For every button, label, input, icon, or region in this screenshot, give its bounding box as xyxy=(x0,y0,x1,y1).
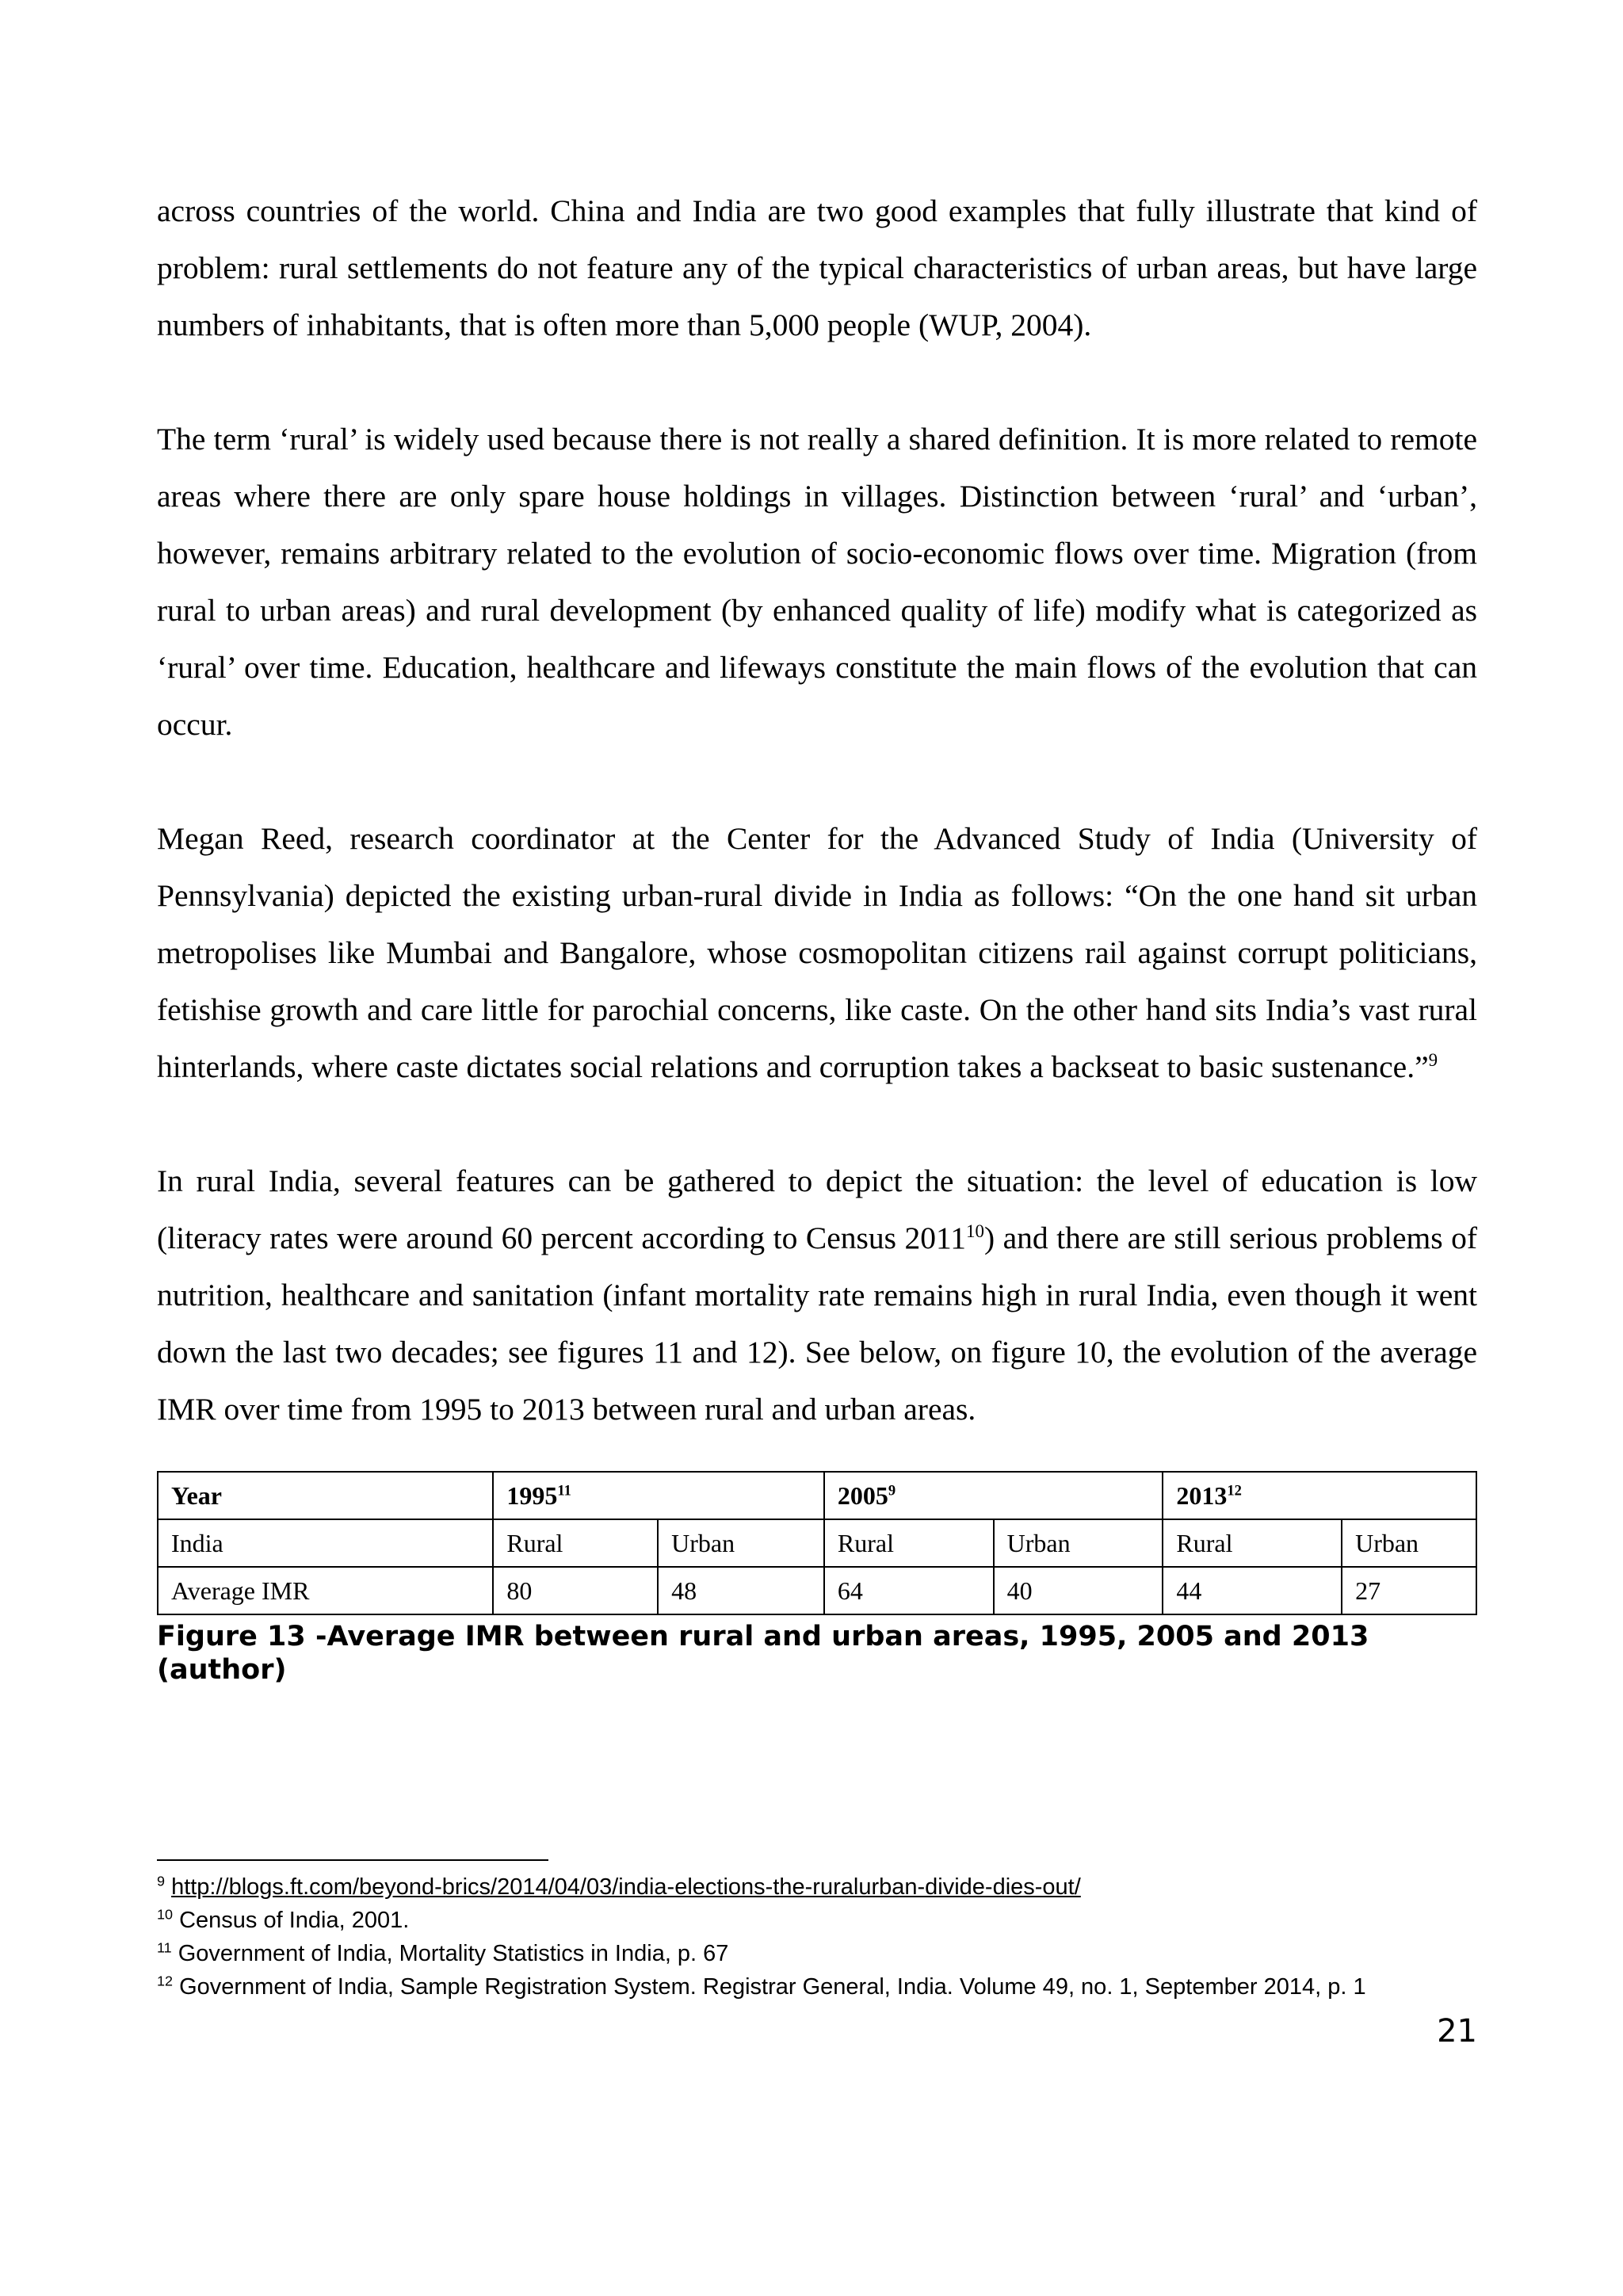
footnote-10 xyxy=(157,1904,1504,1937)
table-cell: 27 xyxy=(1342,1567,1476,1614)
footnote-number: 10 xyxy=(157,1906,173,1923)
paragraph-4-text-after: ) and there are still serious problems of nutrition, healthcare and sanitation (infant mortality rate remains high in rural India, even though it went down the last two decades; see figures 11 and 12). See below, on figure 10, the evolution of the average IMR over time from 1995 to 2013 between rural and urban areas. xyxy=(157,1221,1477,1427)
table-cell: 48 xyxy=(658,1567,824,1614)
table-header-cell: 2005$^9$ xyxy=(824,1472,1163,1519)
paragraph-3-text: Megan Reed, research coordinator at the Center for the Advanced Study of India (University of Pennsylvania) depicted the existing urban-rural divide in India as follows: “On the one hand sit urban metropolises like Mumbai and Bangalore, whose cosmopolitan citizens rail against corrupt politicians, fetishise growth and care little for parochial concerns, like caste. On the other hand sits India’s vast rural hinterlands, where caste dictates social relations and corruption takes a backseat to basic sustenance.” xyxy=(157,821,1477,1084)
table-cell: Rural xyxy=(1163,1519,1342,1567)
table-cell: Rural xyxy=(493,1519,658,1567)
footnote-9 xyxy=(157,1870,1504,1904)
table-header-cell: Year xyxy=(158,1472,493,1519)
table-cell: Urban xyxy=(658,1519,824,1567)
table-cell: Rural xyxy=(824,1519,994,1567)
paragraph-3 xyxy=(157,810,1477,1095)
footnote-text: Government of India, Sample Registration System. Registrar General, India. Volume 49, no. 1, September 2014, p. 1 xyxy=(179,1974,1366,2000)
table-row xyxy=(158,1519,1476,1567)
footnote-ref-12[interactable]: 12 xyxy=(1227,1481,1242,1499)
table-header-row xyxy=(158,1472,1476,1519)
paragraph-1: across countries of the world. China and India are two good examples that fully illustrate that kind of problem: rural settlements do not feature any of the typical characteristics of urban areas, but have large numbers of inhabitants, that is often more than 5,000 people (WUP, 2004). xyxy=(157,193,1477,342)
table-cell: Average IMR xyxy=(158,1567,493,1614)
table-cell: Urban xyxy=(994,1519,1163,1567)
table-header-cell: 2013$^{12}$ xyxy=(1163,1472,1476,1519)
table-cell: Urban xyxy=(1342,1519,1476,1567)
page-body xyxy=(157,182,1477,1687)
footnote-number: 11 xyxy=(157,1939,172,1956)
footnote-ref-9[interactable]: 9 xyxy=(888,1481,896,1499)
figure-caption: Figure 13 -Average IMR between rural and urban areas, 1995, 2005 and 2013 (author) xyxy=(157,1621,1369,1686)
footnote-text: Census of India, 2001. xyxy=(179,1908,410,1933)
table-cell: 40 xyxy=(994,1567,1163,1614)
footnote-separator xyxy=(157,1859,548,1861)
footnote-11 xyxy=(157,1937,1504,1970)
footnote-number: 9 xyxy=(157,1873,165,1889)
page-number: 21 xyxy=(1437,2013,1477,2050)
footnote-12 xyxy=(157,1970,1504,2004)
table-cell: 64 xyxy=(824,1567,994,1614)
footnotes xyxy=(157,1870,1504,2004)
imr-table xyxy=(157,1471,1477,1615)
table-header-cell: 1995$^{11}$ xyxy=(493,1472,824,1519)
table-row xyxy=(158,1567,1476,1614)
table-cell: 80 xyxy=(493,1567,658,1614)
footnote-ref-9[interactable]: 9 xyxy=(1428,1049,1438,1070)
table-cell: 44 xyxy=(1163,1567,1342,1614)
table-cell: India xyxy=(158,1519,493,1567)
footnote-number: 12 xyxy=(157,1973,173,1989)
paragraph-4-text-before: In rural India, several features can be gathered to depict the situation: the level of education is low (literacy rates were around 60 percent according to Census 2011 xyxy=(157,1163,1477,1255)
footnote-ref-11[interactable]: 11 xyxy=(557,1481,571,1499)
paragraph-2: The term ‘rural’ is widely used because there is not really a shared definition. It is more related to remote areas where there are only spare house holdings in villages. Distinction between ‘rural’ and ‘urban’, however, remains arbitrary related to the evolution of socio-economic flows over time. Migration (from rural to urban areas) and rural development (by enhanced quality of life) modify what is categorized as ‘rural’ over time. Education, healthcare and lifeways constitute the main flows of the evolution that can occur. xyxy=(157,422,1477,742)
footnote-ref-10[interactable]: 10 xyxy=(966,1221,984,1241)
footnote-text: Government of India, Mortality Statistics in India, p. 67 xyxy=(178,1941,729,1966)
paragraph-4 xyxy=(157,1152,1477,1438)
footnote-link[interactable]: http://blogs.ft.com/beyond-brics/2014/04/03/india-elections-the-ruralurban-divide-dies-out/ xyxy=(171,1874,1081,1900)
